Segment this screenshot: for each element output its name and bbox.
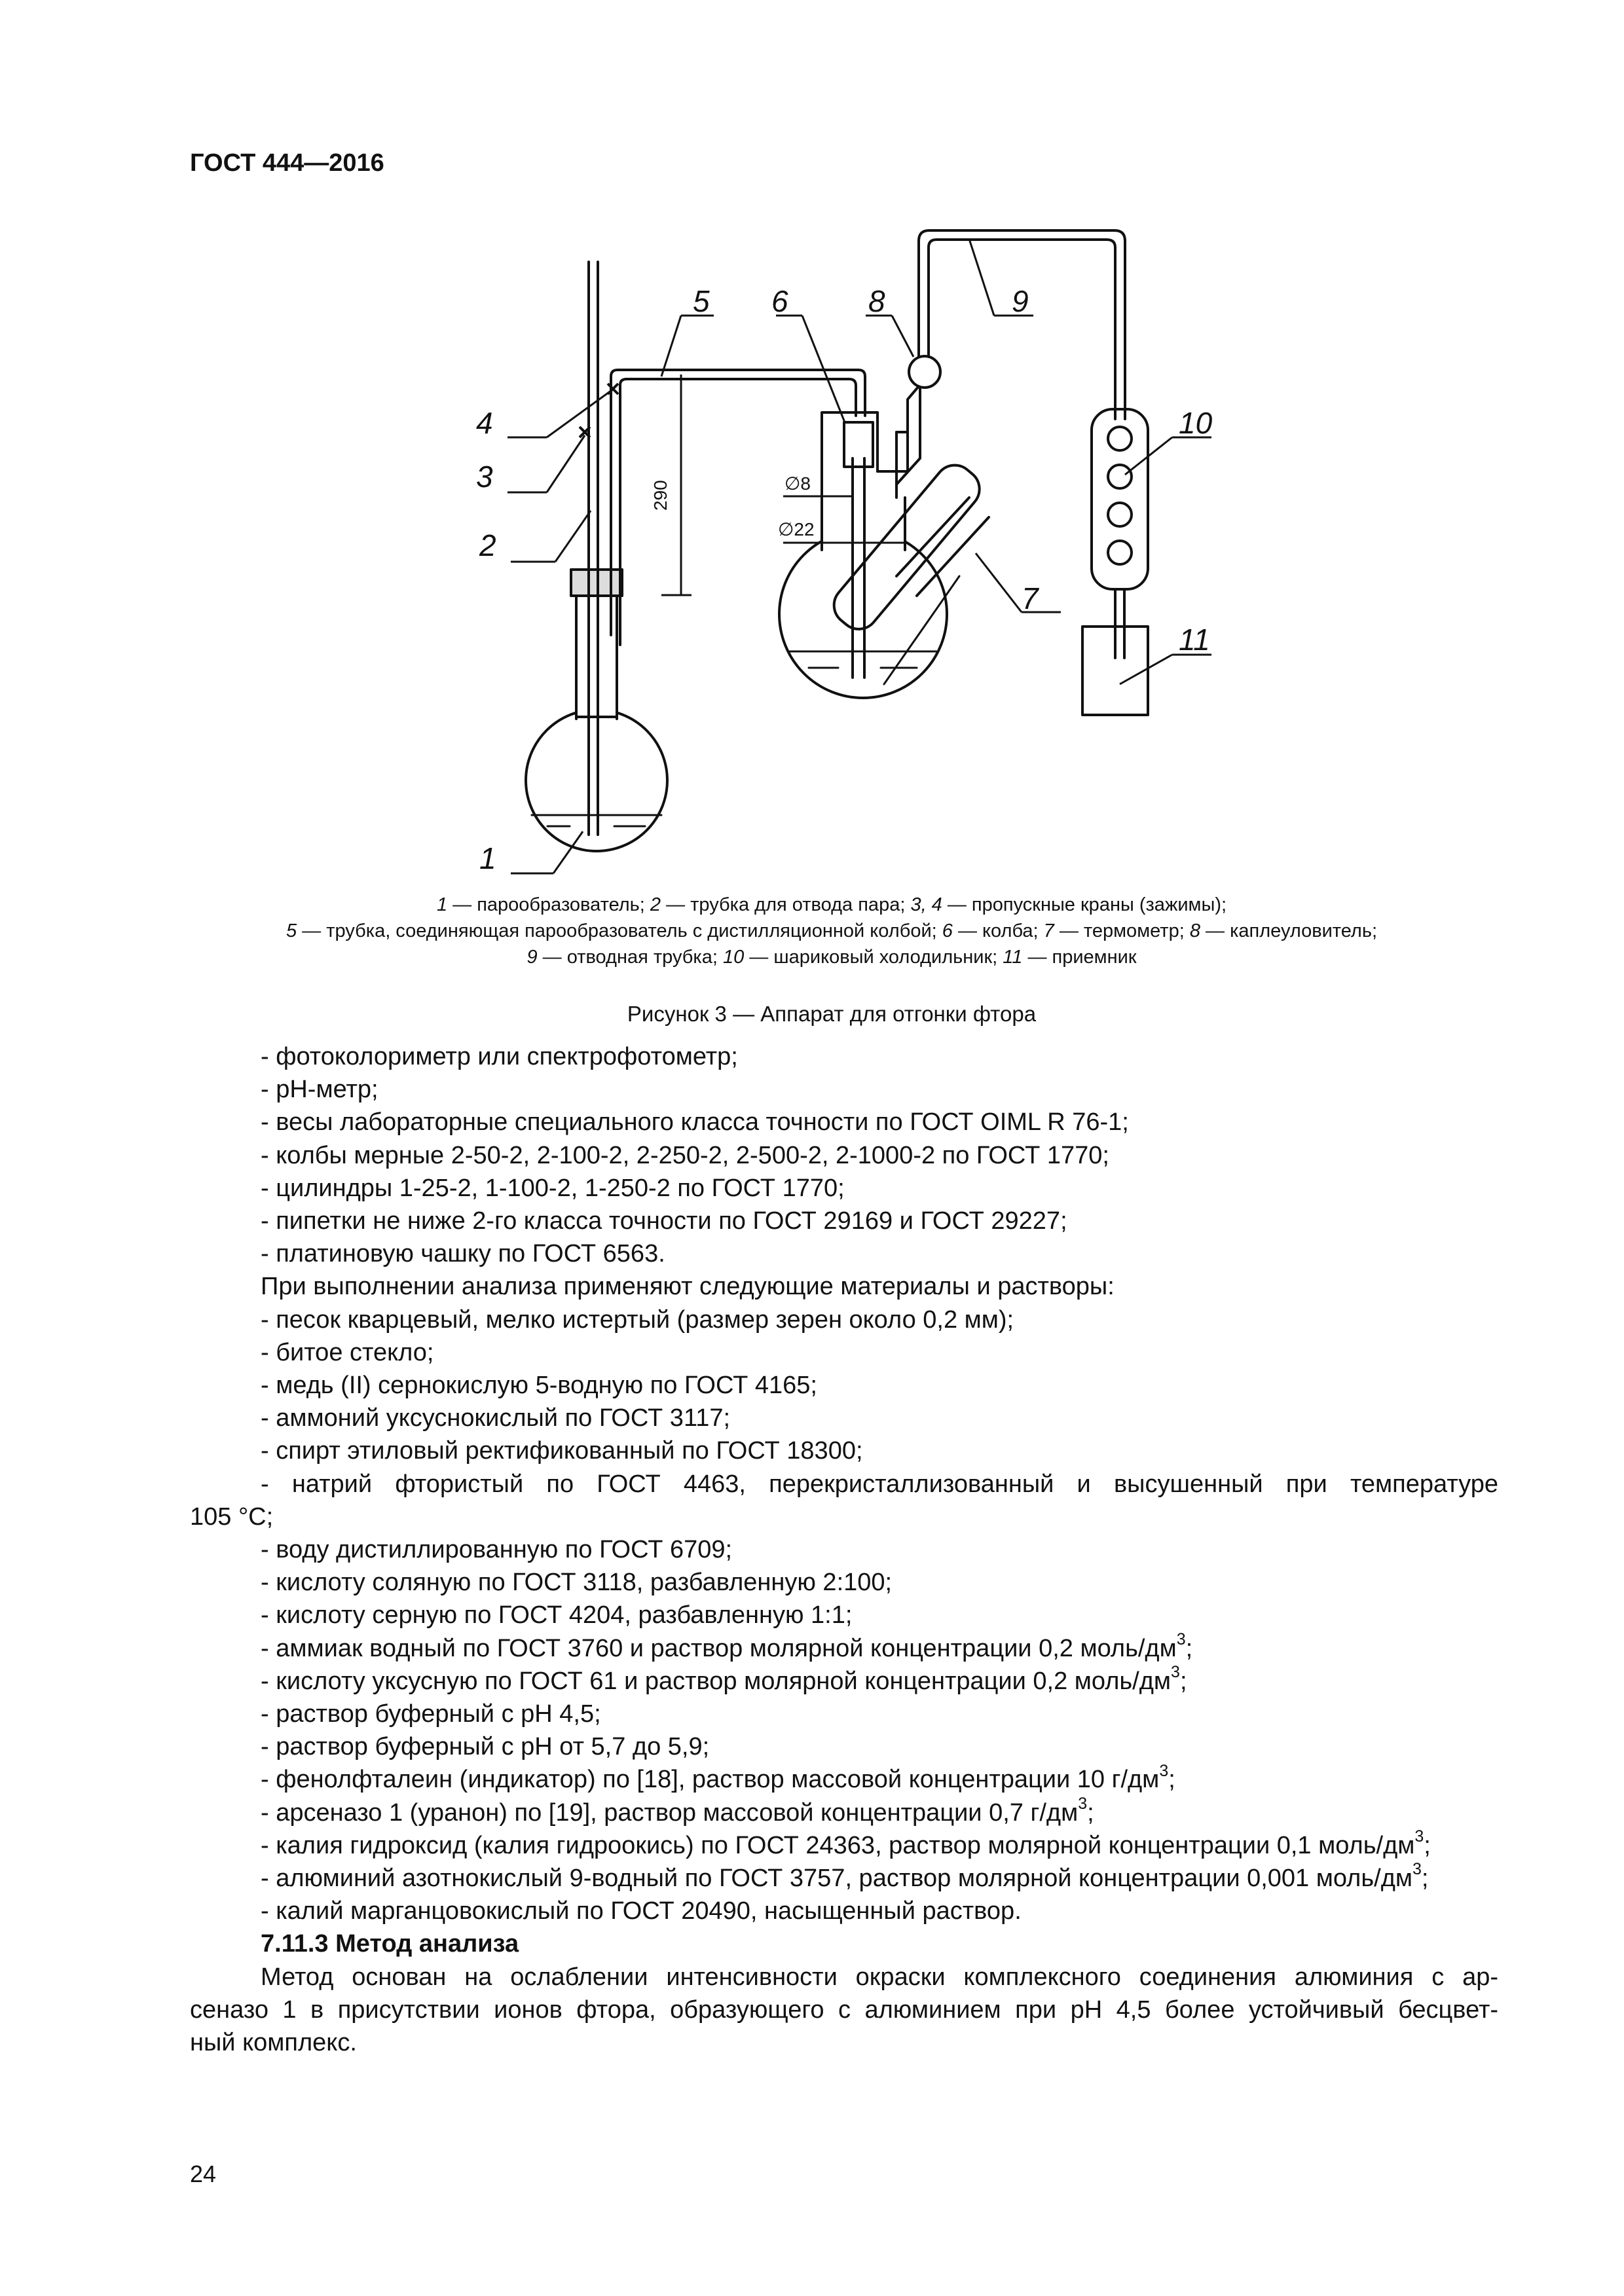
list-item: - калия гидроксид (калия гидроокись) по ГОСТ 24363, раствор молярной концентрации 0,1 моль/$дм^3$; bbox=[261, 1827, 1431, 1859]
list-item: - калий марганцовокислый по ГОСТ 20490, насыщенный раствор. bbox=[261, 1897, 1022, 1925]
document-body bbox=[190, 1040, 1498, 2059]
list-item: - раствор буферный с рН от 5,7 до 5,9; bbox=[261, 1733, 710, 1761]
list-item: - спирт этиловый ректификованный по ГОСТ 18300; bbox=[261, 1437, 863, 1465]
list-item: - раствор буферный с рН 4,5; bbox=[261, 1700, 601, 1728]
list-item: - весы лабораторные специального класса точности по ГОСТ OIML R 76-1; bbox=[261, 1108, 1129, 1137]
steam-outlet-tube bbox=[589, 262, 598, 835]
list-item: - фотоколориметр или спектрофотометр; bbox=[261, 1043, 738, 1070]
callout-2: 2 bbox=[479, 528, 496, 562]
callout-9: 9 bbox=[1012, 284, 1029, 318]
list-item: - кислоту серную по ГОСТ 4204, разбавленную 1:1; bbox=[261, 1601, 853, 1630]
callout-3: 3 bbox=[476, 460, 493, 494]
drop-catcher bbox=[896, 356, 940, 484]
list-item: - алюминий азотнокислый 9-водный по ГОСТ 3757, раствор молярной концентрации 0,001 моль/$дм^3$; bbox=[261, 1860, 1429, 1893]
apparatus-figure bbox=[0, 0, 1624, 890]
callout-7: 7 bbox=[1022, 581, 1039, 615]
callout-10: 10 bbox=[1179, 406, 1213, 440]
figure-title: Рисунок 3 — Аппарат для отгонки фтора bbox=[627, 1002, 1037, 1026]
callout-5: 5 bbox=[693, 284, 710, 318]
list-item: - пипетки не ниже 2-го класса точности по ГОСТ 29169 и ГОСТ 29227; bbox=[261, 1207, 1067, 1235]
outlet-tube bbox=[919, 230, 1125, 419]
list-item: - кислоту уксусную по ГОСТ 61 и раствор молярной концентрации 0,2 моль/$дм^3$; bbox=[261, 1663, 1187, 1695]
callout-4: 4 bbox=[476, 406, 493, 440]
list-item: - медь (II) сернокислую 5-водную по ГОСТ 4165; bbox=[261, 1372, 817, 1400]
paragraph-line: сеназо 1 в присутствии ионов фтора, образующего с алюминием при рН 4,5 более устойчивый бесцвет- bbox=[190, 1995, 1498, 2024]
paragraph: При выполнении анализа применяют следующие материалы и растворы: bbox=[261, 1273, 1115, 1301]
list-item: - аммоний уксуснокислый по ГОСТ 3117; bbox=[261, 1404, 731, 1432]
dim-d22: ∅22 bbox=[778, 519, 815, 539]
callout-8: 8 bbox=[868, 284, 885, 318]
bulb-condenser bbox=[1092, 409, 1148, 658]
page-number: 24 bbox=[190, 2160, 217, 2187]
list-item: - битое стекло; bbox=[261, 1338, 434, 1366]
callout-11: 11 bbox=[1179, 623, 1210, 657]
list-item: - песок кварцевый, мелко истертый (размер зерен около 0,2 мм); bbox=[261, 1305, 1014, 1334]
list-item: - арсеназо 1 (уранон) по [19], раствор массовой концентрации 0,7 $г/дм^3$; bbox=[261, 1795, 1094, 1827]
list-item: - фенолфталеин (индикатор) по [18], раствор массовой концентрации 10 $г/дм^3$; bbox=[261, 1761, 1175, 1794]
list-item: - цилиндры 1-25-2, 1-100-2, 1-250-2 по ГОСТ 1770; bbox=[261, 1174, 845, 1202]
figure-legend-line-3: 9 — отводная трубка; 10 — шариковый холодильник; 11 — приемник bbox=[526, 947, 1137, 968]
list-item: - колбы мерные 2-50-2, 2-100-2, 2-250-2, 2-500-2, 2-1000-2 по ГОСТ 1770; bbox=[261, 1141, 1109, 1169]
list-item: - кислоту соляную по ГОСТ 3118, разбавленную 2:100; bbox=[261, 1569, 893, 1597]
callout-6: 6 bbox=[771, 284, 788, 318]
dim-d8: ∅8 bbox=[784, 473, 811, 494]
list-item: - натрий фтористый по ГОСТ 4463, перекристаллизованный и высушенный при температуре bbox=[261, 1470, 1498, 1498]
paragraph-line: Метод основан на ослаблении интенсивности окраски комплексного соединения алюминия с ар- bbox=[261, 1963, 1498, 1991]
document-header: ГОСТ 444—2016 bbox=[190, 149, 384, 177]
list-item: - аммиак водный по ГОСТ 3760 и раствор молярной концентрации 0,2 моль/$дм^3$; bbox=[261, 1630, 1193, 1662]
list-item-continuation: 105 °С; bbox=[190, 1503, 274, 1531]
paragraph-line: ный комплекс. bbox=[190, 2029, 357, 2057]
list-item: - платиновую чашку по ГОСТ 6563. bbox=[261, 1240, 665, 1268]
figure-legend-line-1: 1 — парообразователь; 2 — трубка для отвода пара; 3, 4 — пропускные краны (зажимы); bbox=[436, 894, 1227, 915]
figure-legend-line-2: 5 — трубка, соединяющая парообразователь с дистилляционной колбой; 6 — колба; 7 — термометр; 8 — каплеуловитель; bbox=[286, 920, 1378, 941]
thermometer bbox=[826, 457, 989, 684]
list-item: - рН-метр; bbox=[261, 1076, 378, 1104]
distillation-flask bbox=[779, 412, 947, 698]
dim-290: 290 bbox=[650, 480, 671, 511]
section-heading: 7.11.3 Метод анализа bbox=[261, 1930, 519, 1958]
list-item: - воду дистиллированную по ГОСТ 6709; bbox=[261, 1536, 733, 1564]
callout-1: 1 bbox=[479, 841, 496, 875]
